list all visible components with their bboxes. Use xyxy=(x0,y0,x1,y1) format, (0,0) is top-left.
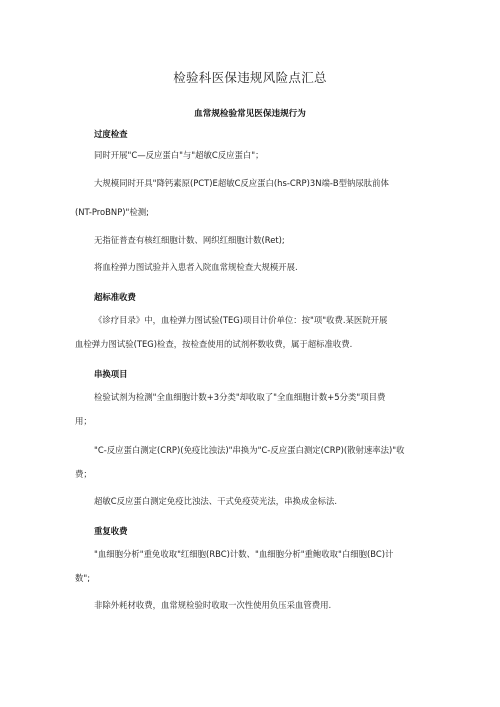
paragraph-line: (NT-ProBNP)"检测; xyxy=(75,207,149,217)
heading-overcheck: 过度检查 xyxy=(94,129,128,139)
paragraph-line: 检验试剂为检测"全血细胞计数+3分类"却收取了"全血细胞计数+5分类"项目费 xyxy=(94,392,386,402)
paragraph-line: 血栓弹力图试验(TEG)检查，按检查使用的试剂杯数收费，属于超标准收费. xyxy=(75,339,353,349)
paragraph-line: 非除外耗材收费，血常规检验时收取一次性使用负压采血管费用. xyxy=(94,600,332,610)
paragraph-line: 费； xyxy=(75,469,92,479)
paragraph-line: 无指征普查有核红细胞计数、网织红细胞计数(Ret); xyxy=(94,235,285,245)
paragraph-line: 同时开展"C—反应蛋白"与"超敏C反应蛋白"； xyxy=(94,150,264,160)
section-title: 血常规检验常见医保违规行为 xyxy=(194,109,306,119)
heading-item-swap: 串换项目 xyxy=(94,369,128,379)
paragraph-line: 将血栓弹力图试验并入患者入院血常规检查大规模开展. xyxy=(94,262,298,272)
paragraph-line: 大规模同时开具"降钙素原(PCT)E超敏C反应蛋白(hs-CRP)3N端-B型钠尿肽前体 xyxy=(94,178,389,188)
paragraph-line: "血细胞分析"重免收取"红细胞(RBC)计数、"血细胞分析"重鲍收取"白细胞(BC)计 xyxy=(94,549,394,559)
paragraph-line: 《诊疗目录》中，血栓弹力图试验(TEG)项目计价单位：按"项"收费.某医院开展 xyxy=(94,315,388,325)
paragraph-line: 超敏C反应蛋白测定免疫比浊法、干式免疫荧光法，串换成金标法. xyxy=(94,496,338,506)
paragraph-line: 用； xyxy=(75,416,92,426)
paragraph-line: "C-反应蛋白测定(CRP)(免疫比浊法)"串换为"C-反应蛋白测定(CRP)(散射速率法)"收 xyxy=(94,445,405,455)
paragraph-line: 数"; xyxy=(75,573,91,583)
document-title: 检验科医保违规风险点汇总 xyxy=(173,70,327,85)
heading-duplicate-charge: 重复收费 xyxy=(94,526,128,536)
heading-overcharge: 超标准收费 xyxy=(94,292,136,302)
